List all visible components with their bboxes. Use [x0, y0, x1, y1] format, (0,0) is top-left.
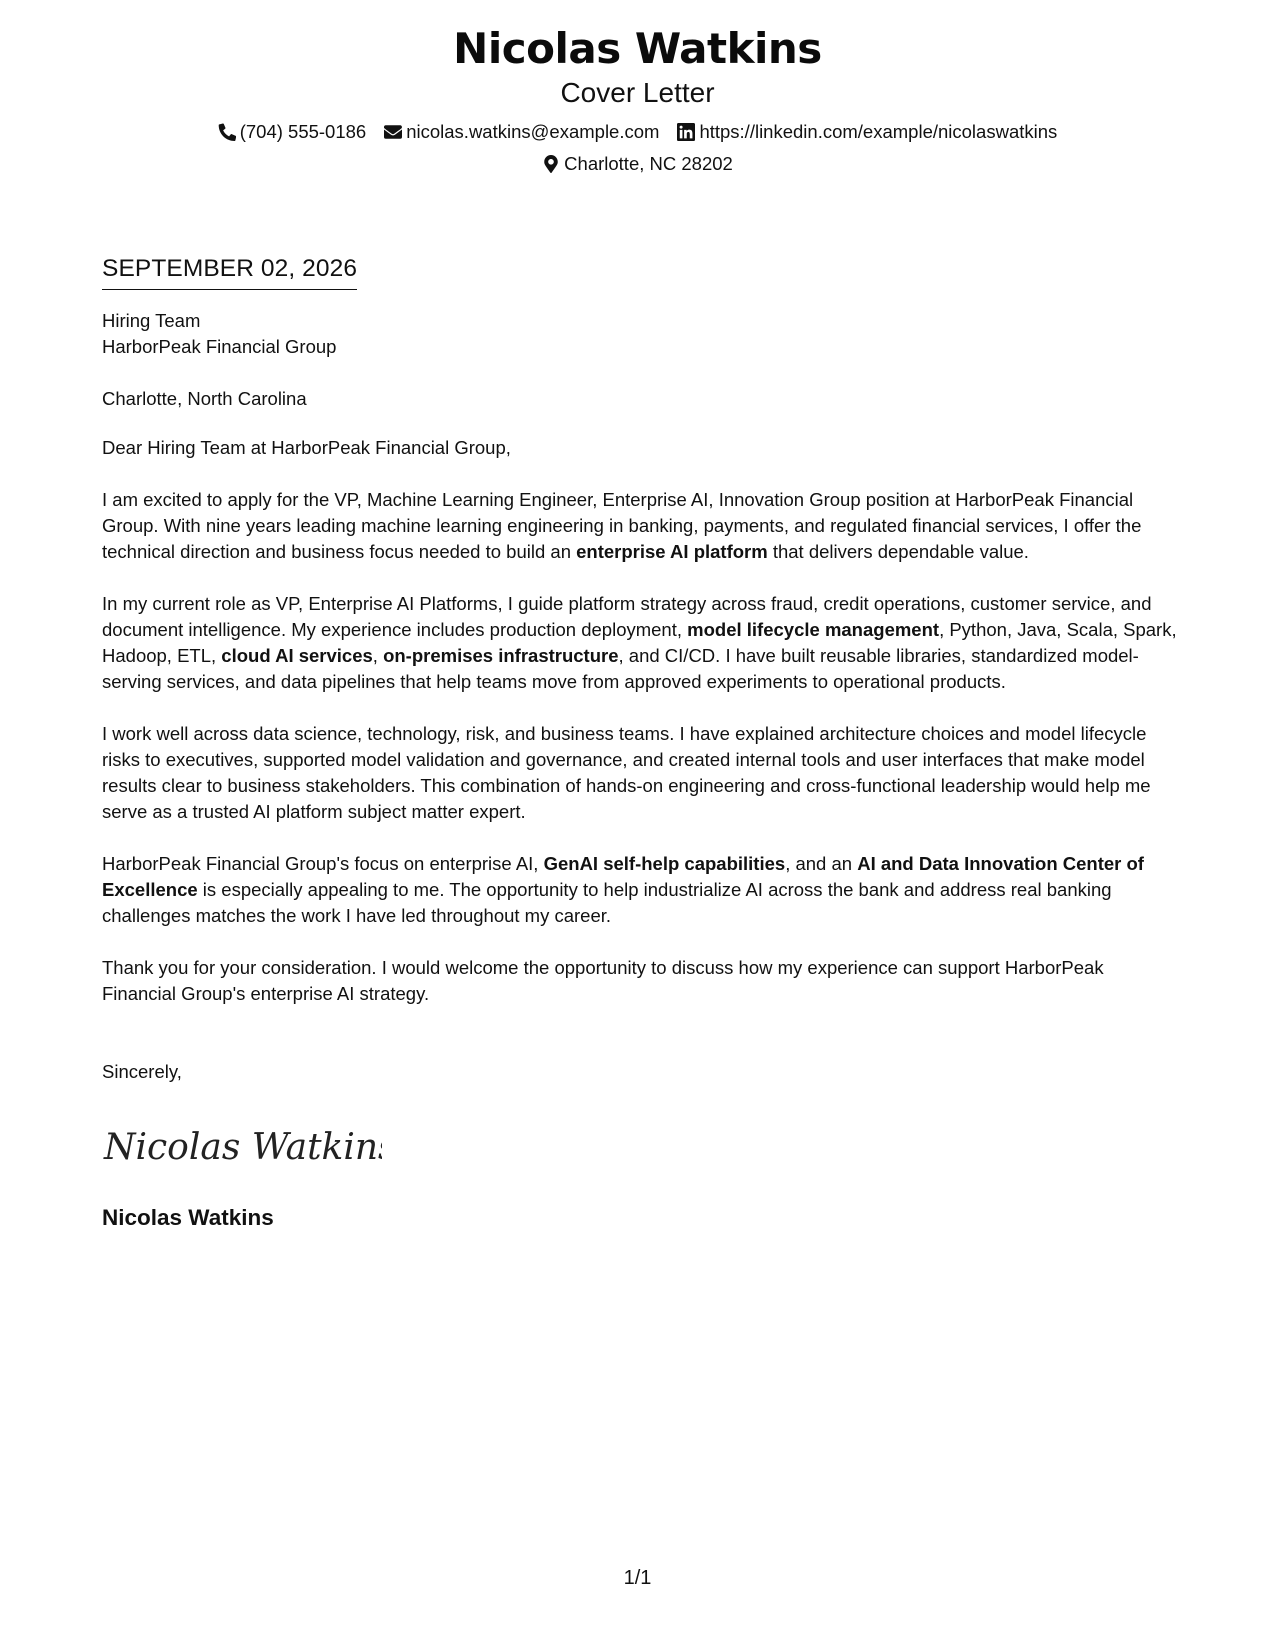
- email-address[interactable]: nicolas.watkins@example.com: [406, 121, 660, 142]
- signer-name: Nicolas Watkins: [102, 1205, 274, 1230]
- text-run: I am excited to apply for the VP, Machine Learning Engineer, Enterprise AI, Innovation Group position at HarborPeak Financial Group. With nine years leading machine learning engineering in banking, payments, and regulated financial services, I offer the technical direction and business focus needed to build an: [102, 489, 1142, 562]
- text-run: , Python, Java, Scala, Spark, Hadoop, ETL,: [102, 619, 1177, 666]
- text-run: HarborPeak Financial Group's focus on enterprise AI,: [102, 853, 544, 874]
- bold-phrase: AI and Data Innovation Center of Excellence: [102, 853, 1144, 900]
- letter-paragraphs: [102, 487, 1182, 1007]
- bold-phrase: GenAI self-help capabilities: [543, 853, 786, 874]
- text-run: I work well across data science, technology, risk, and business teams. I have explained architecture choices and model lifecycle risks to executives, supported model validation and governance, and created internal tools and user interfaces that make model results clear to business stakeholders. This combination of hands-on engineering and cross-functional leadership would help me serve as a trusted AI platform subject matter expert.: [102, 723, 1151, 822]
- bold-phrase: on-premises infrastructure: [383, 645, 619, 666]
- recipient-block: [102, 308, 1182, 412]
- contact-phone: [218, 120, 367, 144]
- text-run: that delivers dependable value.: [767, 541, 1029, 562]
- bold-phrase: model lifecycle management: [687, 619, 940, 640]
- body-paragraph: [102, 487, 1182, 565]
- contact-email[interactable]: [384, 120, 659, 144]
- signature-image: [102, 1115, 382, 1175]
- contact-location: [542, 152, 733, 176]
- body-paragraph: [102, 591, 1182, 695]
- body-paragraph: [102, 721, 1182, 825]
- page-number: 1/1: [623, 1567, 652, 1589]
- text-run: Thank you for your consideration. I would welcome the opportunity to discuss how my experience can support HarborPeak Financial Group's enterprise AI strategy.: [102, 957, 1104, 1004]
- phone-icon: [218, 123, 236, 141]
- location-text: Charlotte, NC 28202: [564, 153, 733, 174]
- body-paragraph: [102, 851, 1182, 929]
- linkedin-url[interactable]: https://linkedin.com/example/nicolaswatkins: [699, 121, 1058, 142]
- letter-header: [0, 22, 1275, 176]
- phone-number: (704) 555-0186: [239, 121, 367, 142]
- closing: Sincerely,: [102, 1061, 182, 1082]
- text-run: , and CI/CD. I have built reusable libraries, standardized model-serving services, and data pipelines that help teams move from approved experiments to operational products.: [102, 645, 1139, 692]
- linkedin-icon: [677, 123, 695, 141]
- recipient-location: Charlotte, North Carolina: [102, 388, 307, 409]
- body-paragraph: [102, 955, 1182, 1007]
- text-run: is especially appealing to me. The opportunity to help industrialize AI across the bank and address real banking challenges matches the work I have led throughout my career.: [102, 879, 1112, 926]
- salutation: Dear Hiring Team at HarborPeak Financial Group,: [102, 437, 511, 458]
- text-run: , and an: [785, 853, 858, 874]
- envelope-icon: [384, 123, 402, 141]
- text-run: In my current role as VP, Enterprise AI Platforms, I guide platform strategy across fraud, credit operations, customer service, and document intelligence. My experience includes production deployment,: [102, 593, 1152, 640]
- contact-row: [0, 120, 1275, 144]
- recipient-line: Hiring Team: [102, 310, 201, 331]
- bold-phrase: enterprise AI platform: [576, 541, 768, 562]
- contact-linkedin[interactable]: [677, 120, 1057, 144]
- map-pin-icon: [542, 155, 560, 173]
- applicant-name: Nicolas Watkins: [453, 24, 822, 73]
- signature-script: Nicolas Watkins: [104, 1127, 382, 1168]
- recipient-spacer: [102, 360, 1182, 386]
- document-subtitle: Cover Letter: [560, 77, 715, 108]
- contact-row-location: [0, 152, 1275, 176]
- bold-phrase: cloud AI services: [221, 645, 373, 666]
- letter-date: SEPTEMBER 02, 2026: [102, 254, 357, 290]
- text-run: ,: [372, 645, 384, 666]
- recipient-company: HarborPeak Financial Group: [102, 336, 337, 357]
- letter-body: [102, 254, 1182, 1232]
